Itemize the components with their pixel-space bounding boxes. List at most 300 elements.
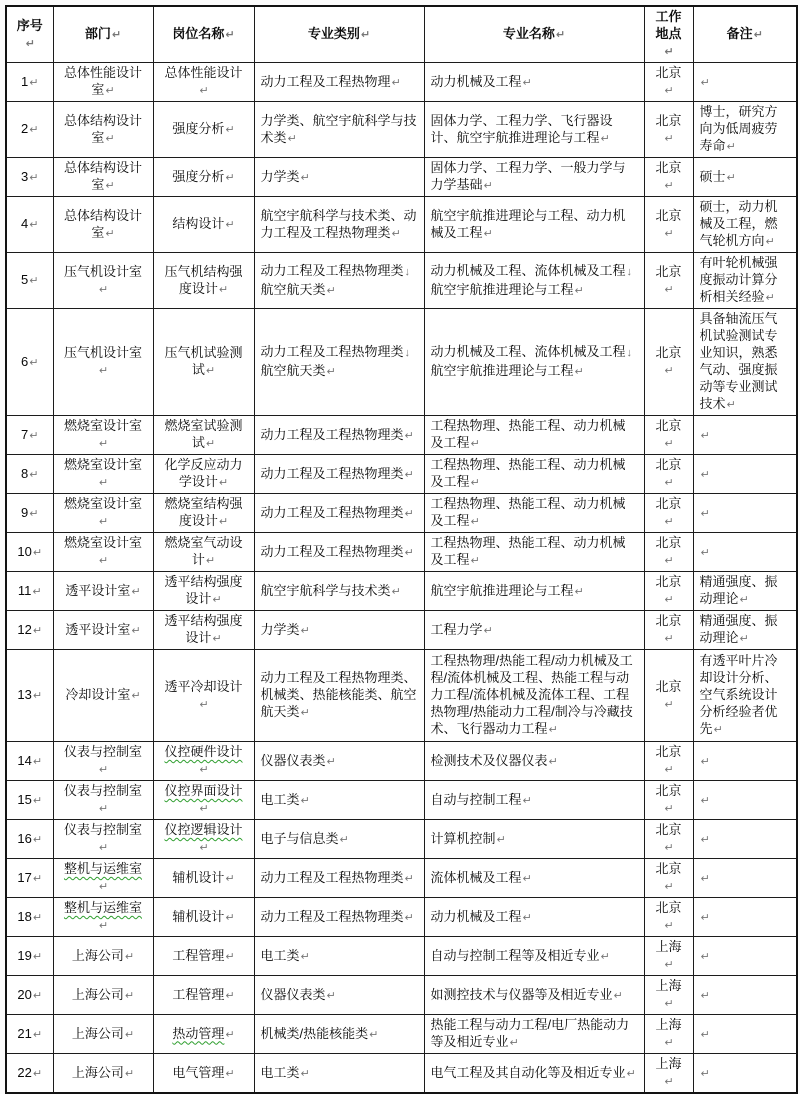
paragraph-mark-icon: ↵ [300,707,310,719]
paragraph-mark-icon: ↵ [700,546,710,559]
paragraph-mark-icon: ↵ [664,85,674,97]
paragraph-mark-icon: ↵ [98,477,109,489]
paragraph-mark-icon: ↵ [218,516,229,528]
paragraph-mark-icon: ↵ [287,132,297,145]
department-text: 仪表与控制室 [63,783,142,798]
paragraph-mark-icon: ↵ [105,132,115,145]
paragraph-mark-icon: ↵ [225,1067,235,1080]
paragraph-mark-icon: ↵ [369,1028,379,1041]
cell-major-category[interactable]: 动力工程及工程热物理类↵ [254,455,424,494]
cell-row-number[interactable]: 5↵ [6,253,53,309]
paragraph-mark-icon: ↵ [700,872,710,885]
cell-remark[interactable] [693,455,797,494]
table-row [6,820,797,859]
cell-remark[interactable]: 有叶轮机械强度振动计算分析相关经验↵ [693,253,797,309]
paragraph-mark-icon: ↵ [205,555,216,567]
cell-work-location[interactable]: 北京↵ [644,650,693,742]
cell-major-names[interactable]: 电气工程及其自动化等及相近专业↵ [424,1054,644,1094]
paragraph-mark-icon: ↵ [32,585,42,598]
cell-remark[interactable]: 精通强度、振动理论↵ [693,572,797,611]
cell-remark[interactable] [693,976,797,1015]
paragraph-mark-icon: ↵ [29,124,39,136]
cell-remark[interactable] [693,781,797,820]
cell-position-name[interactable] [153,650,254,742]
cell-row-number[interactable]: 20↵ [6,976,53,1015]
department-text: 透平设计室 [65,582,131,598]
paragraph-mark-icon: ↵ [29,275,39,287]
department-text: 整机与运维室 [63,861,142,876]
cell-department[interactable] [53,253,153,309]
cell-major-category[interactable]: 动力工程及工程热物理类↵ [254,533,424,572]
paragraph-mark-icon: ↵ [664,633,674,645]
cell-major-category[interactable]: 电工类↵ [254,937,424,976]
cell-row-number[interactable]: 9↵ [6,494,53,533]
paragraph-mark-icon: ↵ [225,1028,235,1041]
cell-work-location[interactable]: 上海↵ [644,1054,693,1094]
cell-work-location[interactable]: 北京↵ [644,197,693,253]
position-text: 燃烧室结构强度设计 [164,496,243,528]
paragraph-mark-icon: ↵ [600,950,610,963]
line-break-icon: ↓ [626,347,633,359]
paragraph-mark-icon: ↵ [613,989,623,1002]
table-row [6,63,797,102]
cell-major-names[interactable]: 工程热物理、热能工程、动力机械及工程↵ [424,416,644,455]
cell-row-number[interactable]: 7↵ [6,416,53,455]
paragraph-mark-icon: ↵ [726,399,736,411]
cell-major-category[interactable]: 电工类↵ [254,1054,424,1094]
cell-major-category[interactable]: 航空宇航科学与技术类↵ [254,572,424,611]
cell-major-names[interactable]: 动力机械及工程、流体机械及工程↓ 航空宇航推进理论与工程↵ [424,309,644,416]
cell-department[interactable] [53,416,153,455]
position-text: 燃烧室气动设计 [164,535,243,567]
cell-department[interactable] [53,781,153,820]
cell-major-names[interactable]: 计算机控制↵ [424,820,644,859]
cell-position-name[interactable] [153,1015,254,1054]
cell-remark[interactable] [693,820,797,859]
department-text: 总体性能设计室 [63,65,142,97]
cell-row-number[interactable]: 12↵ [6,611,53,650]
cell-department[interactable] [53,197,153,253]
cell-department[interactable] [53,611,153,650]
cell-position-name[interactable] [153,533,254,572]
cell-major-names[interactable]: 航空宇航推进理论与工程↵ [424,572,644,611]
paragraph-mark-icon: ↵ [470,555,480,567]
paragraph-mark-icon: ↵ [574,366,584,378]
position-text: 辅机设计 [172,869,225,885]
cell-work-location[interactable]: 北京↵ [644,859,693,898]
paragraph-mark-icon: ↵ [32,624,43,637]
paragraph-mark-icon: ↵ [124,989,135,1002]
paragraph-mark-icon: ↵ [664,227,674,240]
cell-work-location[interactable]: 上海↵ [644,976,693,1015]
cell-department[interactable] [53,1054,153,1094]
paragraph-mark-icon: ↵ [225,29,235,41]
paragraph-mark-icon: ↵ [205,365,216,377]
paragraph-mark-icon: ↵ [664,764,674,776]
cell-work-location[interactable]: 北京↵ [644,253,693,309]
cell-remark[interactable] [693,937,797,976]
cell-row-number[interactable]: 1↵ [6,63,53,102]
paragraph-mark-icon: ↵ [700,507,710,520]
cell-major-names[interactable]: 固体力学、工程力学、一般力学与力学基础↵ [424,158,644,197]
cell-position-name[interactable] [153,572,254,611]
position-text: 辅机设计 [172,908,225,924]
cell-major-category[interactable]: 动力工程及工程热物理类↵ [254,494,424,533]
cell-position-name[interactable] [153,158,254,197]
cell-major-category[interactable]: 动力工程及工程热物理类↓ 航空航天类↵ [254,309,424,416]
paragraph-mark-icon: ↵ [664,283,674,296]
cell-row-number[interactable]: 11↵ [6,572,53,611]
cell-department[interactable] [53,572,153,611]
cell-major-names[interactable]: 工程热物理/热能工程/动力机械及工程/流体机械及工程、热能工程与动力工程/流体机械及流体工程、工程热物理/热能动力工程/制冷与冷藏技术、飞行器动力工程↵ [424,650,644,742]
paragraph-mark-icon: ↵ [32,989,43,1002]
cell-row-number[interactable]: 6↵ [6,309,53,416]
col-header-position[interactable]: 岗位名称↵ [153,6,254,63]
paragraph-mark-icon: ↵ [483,624,493,637]
cell-position-name[interactable] [153,976,254,1015]
paragraph-mark-icon: ↵ [664,1037,674,1049]
cell-row-number[interactable]: 8↵ [6,455,53,494]
paragraph-mark-icon: ↵ [700,911,710,924]
cell-work-location[interactable]: 北京↵ [644,742,693,781]
table-row [6,416,797,455]
cell-major-category[interactable]: 航空宇航科学与技术类、动力工程及工程热物理类↵ [254,197,424,253]
col-header-category[interactable]: 专业类别↵ [254,6,424,63]
cell-department[interactable] [53,937,153,976]
paragraph-mark-icon: ↵ [626,1067,636,1080]
paragraph-mark-icon: ↵ [700,468,710,481]
cell-department[interactable] [53,533,153,572]
paragraph-mark-icon: ↵ [713,724,723,736]
paragraph-mark-icon: ↵ [700,1028,710,1041]
position-text: 仪控界面设计 [164,783,243,798]
cell-major-names[interactable]: 工程力学↵ [424,611,644,650]
paragraph-mark-icon: ↵ [212,633,222,645]
cell-work-location[interactable]: 上海↵ [644,937,693,976]
paragraph-mark-icon: ↵ [522,76,532,89]
cell-position-name[interactable] [153,937,254,976]
table-row [6,976,797,1015]
cell-position-name[interactable] [153,494,254,533]
cell-position-name[interactable] [153,63,254,102]
paragraph-mark-icon: ↵ [205,438,216,450]
cell-department[interactable] [53,494,153,533]
cell-work-location[interactable]: 北京↵ [644,102,693,158]
cell-row-number[interactable]: 2↵ [6,102,53,158]
department-text: 燃烧室设计室 [63,496,142,511]
cell-remark[interactable] [693,1054,797,1094]
paragraph-mark-icon: ↵ [664,477,674,489]
paragraph-mark-icon: ↵ [32,911,43,924]
position-text: 热动管理 [172,1025,225,1041]
paragraph-mark-icon: ↵ [98,365,109,377]
cell-major-category[interactable]: 动力工程及工程热物理↵ [254,63,424,102]
paragraph-mark-icon: ↵ [574,585,584,598]
cell-position-name[interactable] [153,820,254,859]
cell-work-location[interactable]: 北京↵ [644,158,693,197]
cell-work-location[interactable]: 北京↵ [644,494,693,533]
paragraph-mark-icon: ↵ [509,1037,519,1049]
cell-remark[interactable] [693,859,797,898]
cell-position-name[interactable] [153,611,254,650]
cell-row-number[interactable]: 16↵ [6,820,53,859]
paragraph-mark-icon: ↵ [664,698,674,711]
cell-position-name[interactable] [153,455,254,494]
paragraph-mark-icon: ↵ [131,585,141,598]
cell-position-name[interactable] [153,781,254,820]
cell-department[interactable] [53,455,153,494]
position-text: 仪控硬件设计 [164,744,243,759]
cell-position-name[interactable] [153,102,254,158]
cell-remark[interactable] [693,494,797,533]
paragraph-mark-icon: ↵ [29,171,39,184]
paragraph-mark-icon: ↵ [32,950,43,963]
cell-major-names[interactable]: 自动与控制工程↵ [424,781,644,820]
paragraph-mark-icon: ↵ [470,516,480,528]
paragraph-mark-icon: ↵ [199,85,209,97]
cell-work-location[interactable]: 北京↵ [644,416,693,455]
department-text: 总体结构设计室 [63,112,142,145]
cell-department[interactable] [53,650,153,742]
cell-position-name[interactable] [153,253,254,309]
cell-department[interactable] [53,859,153,898]
department-text: 燃烧室设计室 [63,535,142,550]
cell-major-category[interactable]: 动力工程及工程热物理类↓ 航空航天类↵ [254,253,424,309]
paragraph-mark-icon: ↵ [404,507,414,520]
cell-major-category[interactable]: 动力工程及工程热物理类↵ [254,859,424,898]
cell-row-number[interactable]: 19↵ [6,937,53,976]
cell-position-name[interactable] [153,1054,254,1094]
department-text: 仪表与控制室 [63,822,142,837]
cell-remark[interactable] [693,63,797,102]
paragraph-mark-icon: ↵ [664,180,674,192]
cell-row-number[interactable]: 14↵ [6,742,53,781]
cell-remark[interactable]: 博士，研究方向为低周疲劳寿命↵ [693,102,797,158]
position-text: 电气管理 [172,1064,225,1080]
position-text: 工程管理 [172,947,225,963]
paragraph-mark-icon: ↵ [664,555,674,567]
paragraph-mark-icon: ↵ [664,438,674,450]
paragraph-mark-icon: ↵ [404,468,414,481]
col-header-remark[interactable]: 备注↵ [693,6,797,63]
cell-row-number[interactable]: 21↵ [6,1015,53,1054]
cell-department[interactable] [53,63,153,102]
cell-major-category[interactable]: 力学类、航空宇航科学与技术类↵ [254,102,424,158]
paragraph-mark-icon: ↵ [29,356,39,369]
paragraph-mark-icon: ↵ [664,920,674,932]
paragraph-mark-icon: ↵ [700,833,710,846]
cell-major-category[interactable]: 机械类/热能核能类↵ [254,1015,424,1054]
cell-row-number[interactable]: 4↵ [6,197,53,253]
paragraph-mark-icon: ↵ [25,37,35,50]
cell-major-names[interactable]: 动力机械及工程↵ [424,898,644,937]
paragraph-mark-icon: ↵ [664,365,674,377]
cell-department[interactable] [53,158,153,197]
paragraph-mark-icon: ↵ [664,881,674,893]
cell-position-name[interactable] [153,742,254,781]
cell-work-location[interactable]: 北京↵ [644,781,693,820]
paragraph-mark-icon: ↵ [664,959,674,971]
paragraph-mark-icon: ↵ [548,755,558,768]
cell-remark[interactable] [693,1015,797,1054]
paragraph-mark-icon: ↵ [483,227,493,240]
cell-position-name[interactable] [153,898,254,937]
paragraph-mark-icon: ↵ [700,950,710,963]
cell-position-name[interactable] [153,309,254,416]
cell-row-number[interactable]: 13↵ [6,650,53,742]
paragraph-mark-icon: ↵ [765,292,775,304]
table-row [6,533,797,572]
cell-major-names[interactable]: 如测控技术与仪器等及相近专业↵ [424,976,644,1015]
cell-work-location[interactable]: 北京↵ [644,572,693,611]
cell-department[interactable] [53,742,153,781]
cell-major-names[interactable]: 流体机械及工程↵ [424,859,644,898]
cell-remark[interactable]: 精通强度、振动理论↵ [693,611,797,650]
paragraph-mark-icon: ↵ [326,755,336,768]
cell-work-location[interactable]: 北京↵ [644,533,693,572]
paragraph-mark-icon: ↵ [218,283,229,296]
cell-position-name[interactable] [153,416,254,455]
cell-remark[interactable] [693,742,797,781]
col-header-dept[interactable]: 部门↵ [53,6,153,63]
cell-major-category[interactable]: 动力工程及工程热物理类↵ [254,898,424,937]
col-header-majors[interactable]: 专业名称↵ [424,6,644,63]
cell-department[interactable] [53,309,153,416]
cell-major-names[interactable]: 固体力学、工程力学、飞行器设计、航空宇航推进理论与工程↵ [424,102,644,158]
line-break-icon: ↓ [404,347,411,359]
paragraph-mark-icon: ↵ [98,555,109,567]
cell-major-category[interactable]: 力学类↵ [254,611,424,650]
paragraph-mark-icon: ↵ [300,794,310,807]
cell-major-names[interactable]: 工程热物理、热能工程、动力机械及工程↵ [424,455,644,494]
paragraph-mark-icon: ↵ [739,594,749,606]
paragraph-mark-icon: ↵ [664,998,674,1010]
cell-major-category[interactable]: 动力工程及工程热物理类、机械类、热能核能类、航空航天类↵ [254,650,424,742]
cell-major-category[interactable]: 电子与信息类↵ [254,820,424,859]
paragraph-mark-icon: ↵ [700,989,710,1002]
paragraph-mark-icon: ↵ [199,842,209,854]
cell-position-name[interactable] [153,859,254,898]
cell-major-category[interactable]: 仪器仪表类↵ [254,742,424,781]
paragraph-mark-icon: ↵ [360,29,371,41]
cell-remark[interactable] [693,898,797,937]
cell-major-names[interactable]: 动力机械及工程、流体机械及工程↓ 航空宇航推进理论与工程↵ [424,253,644,309]
paragraph-mark-icon: ↵ [98,881,109,893]
table-header [6,6,797,63]
paragraph-mark-icon: ↵ [225,911,235,924]
cell-work-location[interactable]: 上海↵ [644,1015,693,1054]
cell-remark[interactable]: 硕士，动力机械及工程，燃气轮机方向↵ [693,197,797,253]
table-body [6,63,797,1094]
cell-department[interactable] [53,102,153,158]
paragraph-mark-icon: ↵ [105,85,115,97]
table-row [6,742,797,781]
paragraph-mark-icon: ↵ [225,950,235,963]
cell-work-location[interactable]: 北京↵ [644,455,693,494]
position-text: 压气机试验测试 [164,345,243,377]
table-row [6,102,797,158]
cell-work-location[interactable]: 北京↵ [644,898,693,937]
department-text: 压气机设计室 [63,263,142,279]
table-row [6,197,797,253]
paragraph-mark-icon: ↵ [664,842,674,854]
paragraph-mark-icon: ↵ [212,594,222,606]
paragraph-mark-icon: ↵ [98,283,109,296]
job-positions-table [5,5,798,1094]
cell-work-location[interactable]: 北京↵ [644,309,693,416]
cell-major-names[interactable]: 热能工程与动力工程/电厂热能动力等及相近专业↵ [424,1015,644,1054]
col-header-location[interactable]: 工作地点↵ [644,6,693,63]
cell-row-number[interactable]: 10↵ [6,533,53,572]
department-text: 压气机设计室 [63,345,142,360]
position-text: 总体性能设计 [164,65,243,80]
paragraph-mark-icon: ↵ [470,438,480,450]
cell-department[interactable] [53,820,153,859]
cell-row-number[interactable]: 22↵ [6,1054,53,1094]
position-text: 透平冷却设计 [164,678,243,694]
cell-row-number[interactable]: 3↵ [6,158,53,197]
paragraph-mark-icon: ↵ [326,366,336,378]
cell-work-location[interactable]: 北京↵ [644,611,693,650]
col-header-num[interactable]: 序号↵ [6,6,53,63]
paragraph-mark-icon: ↵ [664,132,674,145]
cell-major-names[interactable]: 航空宇航推进理论与工程、动力机械及工程↵ [424,197,644,253]
paragraph-mark-icon: ↵ [522,872,532,885]
paragraph-mark-icon: ↵ [739,633,749,645]
cell-department[interactable] [53,976,153,1015]
paragraph-mark-icon: ↵ [32,833,43,846]
cell-major-names[interactable]: 工程热物理、热能工程、动力机械及工程↵ [424,533,644,572]
position-text: 工程管理 [172,986,225,1002]
cell-remark[interactable]: 有透平叶片冷却设计分析、空气系统设计分析经验者优先↵ [693,650,797,742]
cell-major-names[interactable]: 检测技术及仪器仪表↵ [424,742,644,781]
cell-remark[interactable] [693,416,797,455]
cell-work-location[interactable]: 北京↵ [644,820,693,859]
cell-major-category[interactable]: 电工类↵ [254,781,424,820]
cell-row-number[interactable]: 15↵ [6,781,53,820]
cell-row-number[interactable]: 17↵ [6,859,53,898]
cell-major-category[interactable]: 力学类↵ [254,158,424,197]
paragraph-mark-icon: ↵ [105,227,115,240]
paragraph-mark-icon: ↵ [339,833,349,846]
cell-remark[interactable] [693,533,797,572]
cell-major-names[interactable]: 自动与控制工程等及相近专业↵ [424,937,644,976]
paragraph-mark-icon: ↵ [726,171,736,184]
cell-work-location[interactable]: 北京↵ [644,63,693,102]
cell-major-category[interactable]: 仪器仪表类↵ [254,976,424,1015]
cell-major-category[interactable]: 动力工程及工程热物理类↵ [254,416,424,455]
department-text: 燃烧室设计室 [63,457,142,472]
cell-department[interactable] [53,898,153,937]
paragraph-mark-icon: ↵ [404,546,414,559]
cell-row-number[interactable]: 18↵ [6,898,53,937]
cell-remark[interactable]: 硕士↵ [693,158,797,197]
cell-major-names[interactable]: 动力机械及工程↵ [424,63,644,102]
cell-remark[interactable]: 具备轴流压气机试验测试专业知识，熟悉气动、强度振动等专业测试技术↵ [693,309,797,416]
paragraph-mark-icon: ↵ [326,989,336,1002]
paragraph-mark-icon: ↵ [664,1076,674,1088]
position-text: 透平结构强度设计 [164,613,243,645]
paragraph-mark-icon: ↵ [29,507,39,520]
paragraph-mark-icon: ↵ [98,438,109,450]
paragraph-mark-icon: ↵ [32,1028,43,1041]
cell-major-names[interactable]: 工程热物理、热能工程、动力机械及工程↵ [424,494,644,533]
paragraph-mark-icon: ↵ [391,227,401,240]
table-row [6,494,797,533]
cell-position-name[interactable] [153,197,254,253]
cell-department[interactable] [53,1015,153,1054]
table-row [6,253,797,309]
